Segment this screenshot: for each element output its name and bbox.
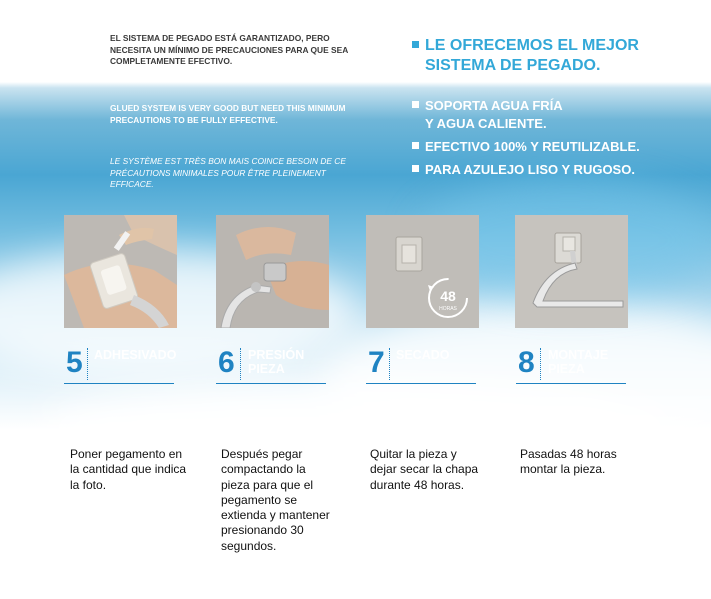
timer-unit: HORAS: [439, 306, 457, 312]
intro-french: LE SYSTÈME EST TRÈS BON MAIS COINCE BESOIN DE CE PRÉCAUTIONS MINIMALES POUR ÊTRE PLEINEMENT EFFICACE.: [110, 156, 346, 189]
step-title-line1: PRESIÓN: [248, 348, 305, 362]
intro-english: GLUED SYSTEM IS VERY GOOD BUT NEED THIS MINIMUM PRECAUTIONS TO BE FULLY EFFECTIVE.: [110, 103, 346, 125]
step-6-number: 6: [218, 346, 235, 379]
feature-line2: Y AGUA CALIENTE.: [425, 116, 547, 131]
step-8-description: Pasadas 48 horas montar la pieza.: [520, 447, 617, 477]
step-8-title: [548, 348, 608, 376]
step-5-photo: [64, 215, 177, 328]
step-title-line1: MONTAJE: [548, 348, 609, 362]
step-6-description: Después pegar compactando la pieza para que el pegamento se extienda y mantener presionando 30 segundos.: [221, 447, 330, 553]
feature-line1: PARA AZULEJO LISO Y RUGOSO.: [425, 162, 635, 177]
step-title-line1: ADHESIVADO: [94, 348, 177, 362]
bullet-square-icon: [412, 165, 419, 172]
feature-item: [412, 161, 707, 179]
step-underline: [64, 383, 174, 384]
step-7-photo: [366, 215, 479, 328]
step-8-photo: [515, 215, 628, 328]
step-divider: [540, 348, 541, 380]
step-title-line2: PIEZA: [248, 362, 285, 376]
headline-line2: SISTEMA DE PEGADO.: [425, 57, 601, 74]
step-title-line2: PIEZA: [548, 362, 585, 376]
intro-spanish: EL SISTEMA DE PEGADO ESTÁ GARANTIZADO, PERO NECESITA UN MÍNIMO DE PRECAUCIONES PARA QUE SEA COMPLETAMENTE EFECTIVO.: [110, 33, 348, 66]
step-divider: [87, 348, 88, 380]
step-5-description: Poner pegamento en la cantidad que indica la foto.: [70, 447, 187, 492]
step-7-title: [396, 348, 449, 362]
step-underline: [516, 383, 626, 384]
feature-list: [412, 97, 707, 184]
feature-item: [412, 97, 707, 133]
bullet-square-icon: [412, 142, 419, 149]
feature-line1: SOPORTA AGUA FRÍA: [425, 98, 563, 113]
step-underline: [366, 383, 476, 384]
bullet-square-icon: [412, 101, 419, 108]
feature-line1: EFECTIVO 100% Y REUTILIZABLE.: [425, 139, 640, 154]
step-7-description: Quitar la pieza y dejar secar la chapa durante 48 horas.: [370, 447, 479, 492]
step-7-number: 7: [368, 346, 385, 379]
step-title-line1: SECADO: [396, 348, 450, 362]
step-divider: [240, 348, 241, 380]
step-5-number: 5: [66, 346, 83, 379]
headline: [412, 36, 702, 76]
step-divider: [389, 348, 390, 380]
timer-number: 48: [440, 288, 456, 304]
step-8-number: 8: [518, 346, 535, 379]
bullet-square-icon: [412, 41, 419, 48]
step-5-title: [94, 348, 176, 362]
feature-item: [412, 138, 707, 156]
headline-line1: LE OFRECEMOS EL MEJOR: [425, 37, 639, 54]
step-underline: [216, 383, 326, 384]
step-6-photo: [216, 215, 329, 328]
step-6-title: [248, 348, 304, 376]
